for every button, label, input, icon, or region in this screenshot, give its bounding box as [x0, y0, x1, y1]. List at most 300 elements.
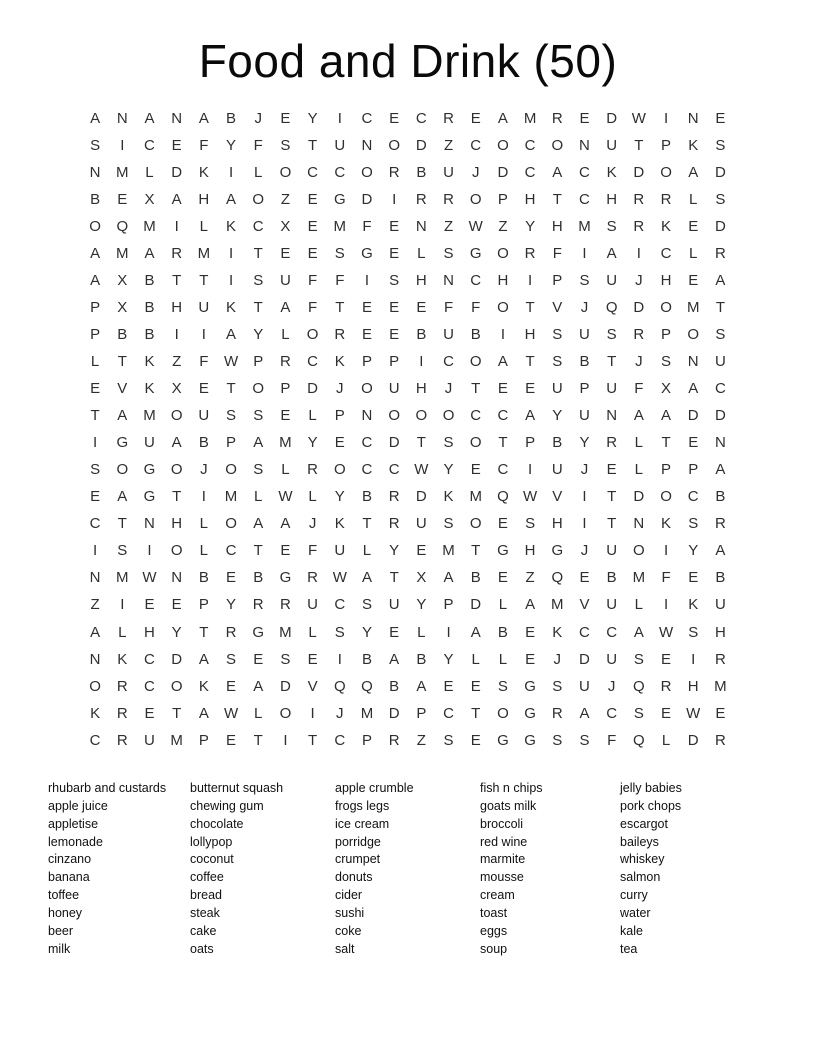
grid-letter: J	[444, 380, 453, 398]
grid-letter: O	[415, 407, 428, 425]
grid-letter: I	[228, 244, 234, 262]
grid-row	[82, 618, 735, 645]
grid-letter: O	[170, 677, 183, 695]
grid-letter: D	[470, 596, 482, 614]
grid-letter: C	[361, 109, 373, 127]
grid-letter: E	[226, 731, 237, 749]
grid-letter: S	[389, 271, 400, 289]
grid-letter: J	[336, 380, 344, 398]
grid-letter: X	[117, 298, 128, 316]
grid-letter: H	[497, 271, 509, 289]
grid-letter: F	[199, 136, 209, 154]
grid-letter: V	[117, 380, 128, 398]
grid-letter: S	[715, 190, 726, 208]
grid-letter: P	[552, 271, 563, 289]
grid-letter: G	[524, 677, 536, 695]
grid-letter: O	[469, 434, 482, 452]
grid-letter: Q	[633, 731, 645, 749]
grid-letter: K	[90, 704, 101, 722]
grid-letter: A	[117, 407, 128, 425]
grid-letter: I	[93, 434, 98, 452]
grid-letter: E	[307, 244, 318, 262]
grid-letter: C	[361, 461, 373, 479]
grid-letter: R	[116, 704, 128, 722]
word-list-item: cake	[190, 923, 217, 938]
grid-letter: L	[498, 650, 508, 668]
grid-letter: X	[416, 569, 427, 587]
grid-letter: M	[197, 244, 211, 262]
word-list-item: curry	[620, 888, 648, 903]
grid-row	[82, 375, 735, 402]
grid-letter: L	[281, 325, 290, 343]
grid-letter: U	[714, 596, 726, 614]
grid-letter: C	[307, 353, 319, 371]
word-list-item: pork chops	[620, 798, 682, 813]
grid-letter: U	[606, 542, 618, 560]
word-list-item: frogs legs	[335, 798, 390, 813]
grid-letter: W	[278, 488, 293, 506]
grid-row	[82, 700, 735, 727]
grid-letter: P	[389, 353, 400, 371]
grid-letter: W	[142, 569, 157, 587]
grid-letter: Z	[172, 353, 182, 371]
grid-letter: G	[143, 461, 156, 479]
grid-letter: E	[90, 488, 101, 506]
grid-row	[82, 591, 735, 618]
grid-letter: T	[308, 731, 318, 749]
grid-letter: E	[606, 461, 617, 479]
grid-letter: A	[361, 569, 372, 587]
grid-letter: C	[443, 353, 454, 371]
grid-letter: A	[552, 163, 563, 181]
grid-letter: Q	[551, 569, 564, 587]
grid-letter: H	[551, 217, 563, 235]
grid-letter: E	[307, 190, 318, 208]
grid-letter: H	[198, 190, 210, 208]
grid-letter: I	[528, 461, 533, 479]
word-list-item: rhubarb and custards	[48, 781, 167, 795]
grid-letter: U	[415, 515, 427, 533]
grid-row	[82, 186, 735, 213]
grid-letter: J	[308, 515, 317, 533]
grid-letter: F	[308, 542, 318, 560]
grid-letter: A	[198, 109, 209, 127]
grid-letter: P	[661, 136, 672, 154]
grid-letter: C	[144, 136, 155, 154]
grid-letter: R	[660, 677, 672, 695]
grid-letter: E	[226, 569, 237, 587]
grid-letter: H	[415, 380, 427, 398]
grid-letter: E	[416, 298, 427, 316]
grid-letter: A	[525, 596, 536, 614]
grid-letter: D	[388, 704, 400, 722]
grid-letter: Y	[307, 109, 318, 127]
grid-letter: L	[634, 596, 644, 614]
grid-letter: S	[497, 677, 508, 695]
grid-letter: K	[117, 650, 128, 668]
grid-letter: T	[498, 434, 508, 452]
grid-letter: O	[225, 515, 237, 533]
grid-letter: E	[280, 244, 291, 262]
grid-letter: Z	[90, 596, 100, 614]
word-list-item: cream	[480, 888, 515, 903]
grid-letter: T	[471, 704, 481, 722]
grid-letter: O	[279, 704, 292, 722]
grid-letter: B	[416, 325, 427, 343]
word-list-item: oats	[190, 941, 214, 956]
grid-letter: M	[360, 704, 374, 722]
grid-letter: U	[334, 542, 346, 560]
grid-letter: A	[416, 677, 427, 695]
grid-letter: B	[361, 488, 372, 506]
grid-letter: I	[201, 325, 206, 343]
grid-row	[82, 267, 735, 294]
grid-letter: R	[279, 353, 291, 371]
grid-letter: T	[389, 569, 399, 587]
grid-letter: O	[469, 190, 482, 208]
grid-letter: A	[90, 623, 101, 641]
grid-letter: E	[470, 461, 481, 479]
grid-row	[82, 348, 735, 375]
word-list-item: jelly babies	[620, 781, 682, 795]
word-list-item: coconut	[190, 852, 234, 867]
grid-letter: Q	[116, 217, 129, 235]
grid-letter: C	[361, 434, 373, 452]
grid-letter: A	[253, 515, 264, 533]
grid-letter: K	[443, 488, 454, 506]
grid-letter: I	[120, 136, 125, 154]
grid-letter: E	[334, 434, 345, 452]
grid-letter: L	[145, 163, 154, 181]
grid-letter: W	[658, 623, 674, 641]
word-list-item: goats milk	[480, 798, 537, 813]
word-list-item: tea	[620, 941, 638, 956]
grid-letter: C	[252, 217, 264, 235]
grid-letter: P	[90, 325, 101, 343]
grid-letter: J	[580, 461, 589, 479]
grid-letter: E	[470, 731, 481, 749]
grid-letter: N	[415, 217, 427, 235]
grid-letter: L	[689, 244, 698, 262]
grid-letter: N	[89, 650, 101, 668]
word-list-item: lemonade	[48, 834, 103, 849]
grid-letter: L	[254, 704, 263, 722]
grid-letter: M	[551, 596, 564, 614]
grid-letter: C	[443, 704, 454, 722]
grid-letter: C	[497, 407, 509, 425]
grid-letter: U	[198, 407, 210, 425]
grid-letter: P	[90, 298, 101, 316]
grid-letter: P	[497, 190, 508, 208]
grid-letter: B	[144, 298, 155, 316]
grid-letter: D	[579, 650, 590, 668]
grid-letter: E	[280, 542, 291, 560]
grid-letter: S	[334, 244, 345, 262]
grid-letter: M	[143, 407, 156, 425]
grid-letter: N	[443, 271, 454, 289]
word-list-column	[480, 780, 620, 958]
grid-letter: P	[198, 596, 209, 614]
grid-letter: D	[687, 407, 699, 425]
grid-letter: T	[308, 136, 318, 154]
grid-letter: I	[283, 731, 288, 749]
grid-letter: S	[633, 650, 644, 668]
grid-letter: S	[226, 407, 237, 425]
grid-row	[82, 321, 735, 348]
grid-letter: K	[661, 515, 672, 533]
grid-letter: S	[443, 515, 454, 533]
grid-letter: A	[198, 704, 209, 722]
word-list-item: soup	[480, 941, 508, 956]
grid-letter: J	[471, 163, 480, 181]
grid-letter: R	[307, 461, 319, 479]
grid-letter: T	[607, 488, 617, 506]
grid-letter: Z	[525, 569, 535, 587]
grid-letter: A	[144, 109, 155, 127]
grid-letter: I	[147, 542, 152, 560]
grid-letter: E	[226, 677, 237, 695]
grid-letter: E	[280, 109, 291, 127]
grid-letter: T	[525, 353, 535, 371]
grid-letter: E	[497, 380, 508, 398]
grid-letter: I	[120, 596, 125, 614]
grid-letter: H	[171, 515, 183, 533]
grid-letter: S	[552, 325, 563, 343]
grid-letter: Y	[552, 407, 563, 425]
grid-letter: E	[688, 271, 699, 289]
grid-letter: S	[552, 731, 563, 749]
grid-letter: C	[334, 731, 346, 749]
grid-letter: H	[551, 515, 563, 533]
grid-letter: E	[661, 650, 672, 668]
grid-letter: K	[226, 217, 237, 235]
grid-letter: C	[687, 488, 699, 506]
grid-letter: R	[171, 244, 183, 262]
grid-letter: S	[552, 353, 563, 371]
grid-letter: J	[580, 542, 589, 560]
grid-letter: E	[688, 434, 699, 452]
grid-letter: I	[174, 325, 179, 343]
grid-row	[82, 213, 735, 240]
grid-letter: Y	[253, 325, 264, 343]
grid-letter: B	[198, 434, 209, 452]
grid-letter: K	[688, 136, 699, 154]
grid-letter: B	[470, 325, 481, 343]
grid-letter: O	[89, 217, 101, 235]
grid-letter: M	[170, 731, 183, 749]
grid-letter: S	[661, 353, 672, 371]
grid-letter: M	[469, 488, 482, 506]
grid-letter: P	[416, 704, 427, 722]
grid-letter: C	[144, 650, 155, 668]
grid-letter: N	[579, 136, 590, 154]
grid-letter: R	[633, 217, 645, 235]
grid-letter: X	[144, 190, 155, 208]
grid-letter: T	[172, 271, 182, 289]
word-list-item: apple crumble	[335, 781, 414, 795]
grid-letter: C	[579, 190, 590, 208]
grid-letter: D	[714, 217, 726, 235]
grid-letter: J	[635, 271, 643, 289]
grid-letter: L	[634, 461, 644, 479]
grid-letter: C	[606, 704, 618, 722]
grid-letter: T	[634, 136, 644, 154]
grid-letter: H	[660, 271, 672, 289]
grid-letter: W	[223, 704, 239, 722]
grid-letter: L	[689, 190, 698, 208]
grid-letter: S	[253, 461, 264, 479]
grid-letter: A	[171, 190, 182, 208]
grid-letter: G	[497, 542, 509, 560]
grid-letter: A	[90, 271, 101, 289]
grid-letter: P	[579, 380, 590, 398]
grid-letter: E	[525, 623, 536, 641]
grid-letter: F	[443, 298, 454, 316]
grid-letter: Y	[226, 596, 237, 614]
grid-letter: U	[606, 271, 618, 289]
grid-letter: S	[117, 542, 128, 560]
grid-letter: L	[199, 542, 209, 560]
grid-letter: R	[443, 109, 454, 127]
grid-letter: R	[334, 325, 346, 343]
grid-row	[82, 402, 735, 429]
grid-letter: A	[280, 515, 291, 533]
grid-letter: M	[116, 244, 129, 262]
grid-letter: E	[688, 569, 699, 587]
grid-letter: F	[308, 298, 318, 316]
grid-letter: L	[308, 407, 317, 425]
grid-letter: I	[663, 542, 669, 560]
grid-letter: S	[715, 136, 726, 154]
grid-letter: A	[497, 109, 508, 127]
grid-letter: F	[607, 731, 617, 749]
grid-letter: Y	[389, 542, 400, 560]
word-list-item: beer	[48, 923, 74, 938]
grid-letter: I	[174, 217, 179, 235]
grid-letter: C	[606, 623, 618, 641]
grid-letter: O	[170, 461, 183, 479]
grid-letter: J	[254, 109, 262, 127]
grid-letter: K	[688, 596, 699, 614]
word-list-item: escargot	[620, 816, 668, 831]
grid-letter: S	[715, 325, 726, 343]
grid-letter: L	[417, 244, 426, 262]
grid-letter: U	[606, 380, 618, 398]
grid-letter: L	[308, 623, 317, 641]
grid-row	[82, 456, 735, 483]
grid-letter: D	[171, 163, 183, 181]
page-title: Food and Drink (50)	[198, 35, 618, 87]
grid-letter: T	[253, 542, 263, 560]
grid-letter: O	[469, 353, 482, 371]
word-list-item: broccoli	[480, 816, 524, 831]
grid-letter: Y	[443, 461, 454, 479]
grid-letter: E	[497, 569, 508, 587]
grid-letter: A	[90, 244, 101, 262]
grid-letter: M	[714, 677, 727, 695]
grid-letter: M	[279, 434, 292, 452]
grid-letter: T	[90, 407, 100, 425]
grid-letter: M	[523, 109, 537, 127]
grid-letter: E	[416, 542, 427, 560]
grid-letter: D	[497, 163, 509, 181]
grid-letter: A	[144, 244, 155, 262]
grid-letter: O	[361, 380, 373, 398]
grid-letter: B	[416, 650, 427, 668]
grid-row	[82, 294, 735, 321]
grid-letter: E	[661, 704, 672, 722]
grid-letter: E	[715, 109, 726, 127]
grid-letter: V	[579, 596, 590, 614]
grid-letter: C	[144, 677, 155, 695]
grid-letter: P	[443, 596, 454, 614]
grid-letter: M	[632, 569, 646, 587]
grid-letter: U	[279, 271, 291, 289]
grid-letter: K	[198, 163, 209, 181]
grid-letter: U	[334, 136, 346, 154]
grid-letter: R	[415, 190, 427, 208]
grid-letter: W	[686, 704, 701, 722]
grid-letter: A	[606, 244, 617, 262]
grid-letter: E	[525, 650, 536, 668]
grid-letter: A	[579, 704, 590, 722]
grid-letter: M	[116, 569, 129, 587]
grid-letter: A	[633, 407, 644, 425]
grid-letter: T	[172, 704, 182, 722]
grid-letter: Y	[443, 650, 454, 668]
grid-row	[82, 564, 735, 591]
grid-letter: S	[280, 650, 291, 668]
grid-letter: S	[90, 461, 101, 479]
grid-letter: J	[607, 677, 616, 695]
grid-letter: O	[225, 461, 237, 479]
grid-letter: A	[715, 461, 726, 479]
grid-letter: G	[361, 244, 373, 262]
grid-letter: T	[607, 353, 617, 371]
grid-letter: B	[606, 569, 617, 587]
grid-letter: H	[714, 623, 726, 641]
grid-letter: B	[389, 677, 400, 695]
grid-letter: F	[634, 380, 644, 398]
grid-letter: R	[660, 190, 672, 208]
grid-letter: C	[714, 380, 726, 398]
grid-letter: R	[714, 244, 726, 262]
grid-letter: Y	[361, 623, 372, 641]
grid-letter: H	[524, 190, 536, 208]
word-list-item: kale	[620, 923, 643, 938]
grid-letter: B	[579, 353, 590, 371]
grid-letter: I	[201, 488, 206, 506]
grid-letter: C	[334, 163, 346, 181]
grid-letter: N	[633, 515, 645, 533]
grid-letter: T	[525, 298, 535, 316]
grid-letter: G	[551, 542, 564, 560]
grid-letter: Z	[443, 136, 454, 154]
grid-letter: A	[633, 623, 644, 641]
word-list-item: whiskey	[620, 852, 665, 867]
grid-letter: U	[551, 380, 563, 398]
grid-letter: C	[524, 136, 536, 154]
grid-letter: D	[171, 650, 183, 668]
grid-letter: F	[308, 271, 318, 289]
word-list-item: honey	[48, 905, 83, 920]
grid-letter: L	[281, 461, 290, 479]
grid-letter: K	[144, 380, 155, 398]
grid-letter: R	[116, 677, 128, 695]
grid-letter: Y	[688, 542, 699, 560]
grid-letter: P	[661, 325, 672, 343]
grid-letter: A	[280, 298, 291, 316]
